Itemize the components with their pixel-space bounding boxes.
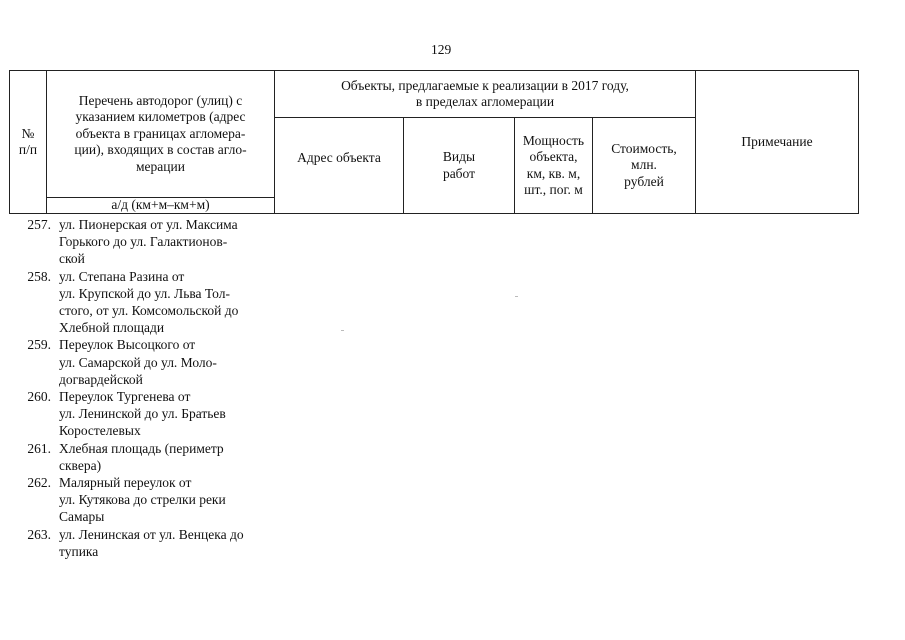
col-note-header: Примечание <box>741 134 813 149</box>
group-objects-header: Объекты, предлагаемые к реализации в 2017 году, в пределах агломерации <box>341 77 629 109</box>
row-number: 261. <box>27 440 51 456</box>
col-num-header: № п/п <box>18 125 38 157</box>
row-road: Малярный переулок от ул. Кутякова до стрелки реки Самары <box>59 475 226 525</box>
row-road: Переулок Высоцкого от ул. Самарской до ул. Моло- догвардейской <box>59 337 217 387</box>
row-number: 263. <box>27 526 51 542</box>
scan-speck <box>341 330 344 331</box>
row-road: ул. Ленинская от ул. Венцека до тупика <box>59 526 244 559</box>
table-row <box>9 388 309 440</box>
table-row <box>9 336 309 388</box>
row-road: Хлебная площадь (периметр сквера) <box>59 440 224 473</box>
row-road: ул. Степана Разина от ул. Крупской до ул. Льва Тол- стого, от ул. Комсомольской до Хлебной площади <box>59 268 239 336</box>
row-number: 259. <box>27 337 51 353</box>
table-row <box>9 216 309 268</box>
col-address-header: Адрес объекта <box>297 149 381 165</box>
col-capacity-header: Мощность объекта, км, кв. м, шт., пог. м <box>522 132 585 197</box>
col-roads-subheader: а/д (км+м–км+м) <box>111 197 210 213</box>
table-row <box>9 440 309 474</box>
row-number: 257. <box>27 217 51 232</box>
table-row <box>9 474 309 526</box>
row-number: 262. <box>27 475 51 491</box>
row-number: 260. <box>27 389 51 405</box>
row-number: 258. <box>27 268 51 284</box>
table-body <box>9 216 309 560</box>
col-cost-header: Стоимость, млн. рублей <box>611 140 677 189</box>
table-row <box>9 268 309 337</box>
row-road: ул. Пионерская от ул. Максима Горького до ул. Галактионов- ской <box>59 217 238 267</box>
rule-right <box>858 70 859 214</box>
row-road: Переулок Тургенева от ул. Ленинской до ул. Братьев Коростелевых <box>59 389 226 439</box>
page-number: 129 <box>431 42 452 57</box>
table-header <box>9 70 859 213</box>
scan-speck <box>515 296 518 297</box>
col-roads-header: Перечень автодорог (улиц) с указанием километров (адрес объекта в границах агломера- ции), входящих в состав агло- мерации <box>74 92 247 174</box>
table-row <box>9 526 309 560</box>
col-work-header: Виды работ <box>442 149 476 181</box>
